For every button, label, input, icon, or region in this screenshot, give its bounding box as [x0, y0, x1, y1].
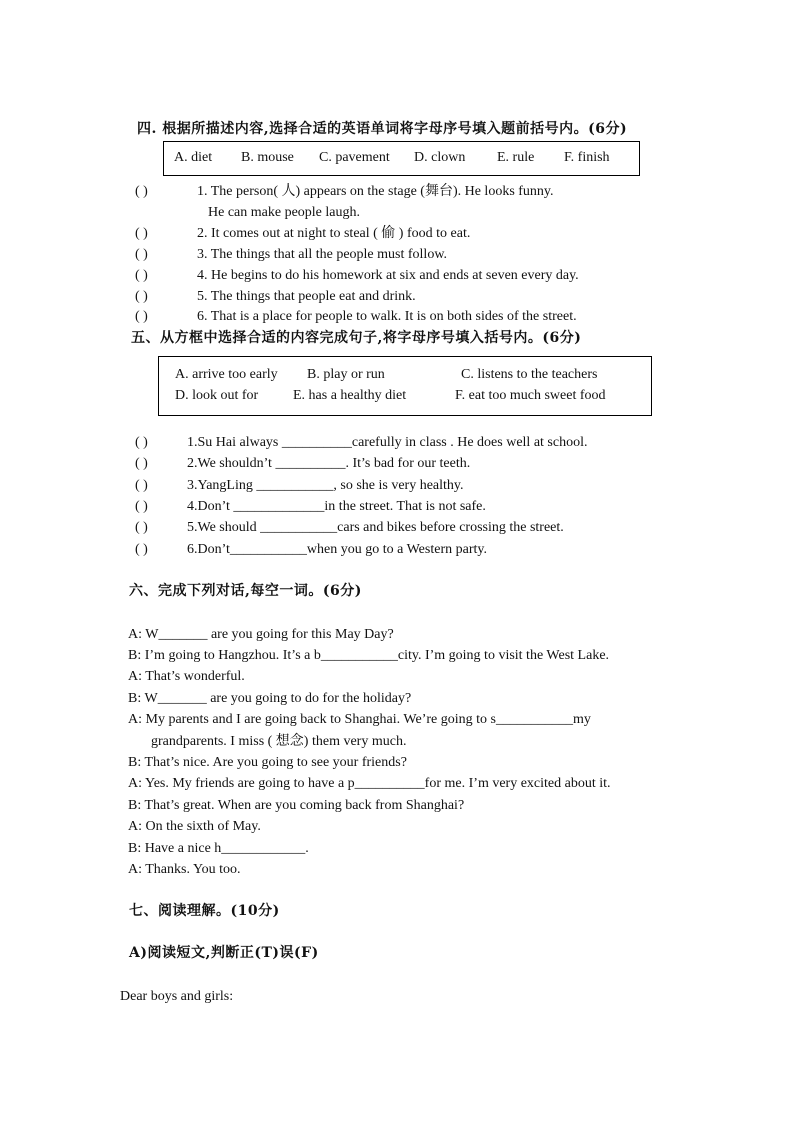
section-4-option-box — [163, 141, 640, 176]
letter-greeting: Dear boys and girls: — [120, 989, 234, 1004]
dialogue-line: A: Thanks. You too. — [128, 862, 241, 877]
dialogue-line: B: W_______ are you going to do for the holiday? — [128, 691, 412, 706]
section-4-heading: 四. 根据所描述内容,选择合适的英语单词将字母序号填入题前括号内。(6分) — [137, 121, 628, 137]
option-e: E. has a healthy diet — [293, 388, 407, 403]
section-6-heading: 六、完成下列对话,每空一词。(6分) — [129, 583, 362, 599]
s4-item-3: ( ) 3. The things that all the people must follow. — [135, 247, 448, 262]
s4-item-1-cont: He can make people laugh. — [208, 205, 360, 220]
option-a: A. diet — [174, 150, 213, 165]
option-c: C. pavement — [319, 150, 390, 165]
option-d: D. look out for — [175, 388, 259, 403]
option-c: C. listens to the teachers — [461, 367, 598, 382]
s4-item-6: ( ) 6. That is a place for people to walk. It is on both sides of the street. — [135, 309, 577, 324]
option-d: D. clown — [414, 150, 466, 165]
dialogue-line: A: Yes. My friends are going to have a p__________for me. I’m very excited about it. — [128, 776, 611, 791]
dialogue-line: A: That’s wonderful. — [128, 669, 245, 684]
s5-item-2: ( ) 2.We shouldn’t __________. It’s bad for our teeth. — [135, 456, 471, 471]
dialogue-line: B: I’m going to Hangzhou. It’s a b___________city. I’m going to visit the West Lake. — [128, 648, 610, 663]
s5-item-4: ( ) 4.Don’t _____________in the street. That is not safe. — [135, 499, 486, 514]
option-a: A. arrive too early — [175, 367, 278, 382]
section-7-subheading: A)阅读短文,判断正(T)误(F) — [129, 945, 319, 961]
dialogue-line-cont: grandparents. I miss ( 想念) them very much. — [151, 734, 407, 749]
s5-item-1: ( ) 1.Su Hai always __________carefully in class . He does well at school. — [135, 435, 588, 450]
dialogue-line: B: Have a nice h____________. — [128, 841, 309, 856]
option-b: B. play or run — [307, 367, 385, 382]
s4-item-4: ( ) 4. He begins to do his homework at six and ends at seven every day. — [135, 268, 579, 283]
option-b: B. mouse — [241, 150, 294, 165]
option-f: F. eat too much sweet food — [455, 388, 606, 403]
option-f: F. finish — [564, 150, 610, 165]
dialogue-line: A: W_______ are you going for this May Day? — [128, 627, 394, 642]
dialogue-line: A: On the sixth of May. — [128, 819, 261, 834]
s4-item-5: ( ) 5. The things that people eat and drink. — [135, 289, 416, 304]
s4-item-1: ( ) 1. The person( 人) appears on the stage (舞台). He looks funny. — [135, 184, 554, 199]
s4-item-2: ( ) 2. It comes out at night to steal ( 偷 ) food to eat. — [135, 226, 471, 241]
s5-item-5: ( ) 5.We should ___________cars and bikes before crossing the street. — [135, 520, 564, 535]
s5-item-3: ( ) 3.YangLing ___________, so she is very healthy. — [135, 478, 464, 493]
section-5-heading: 五、从方框中选择合适的内容完成句子,将字母序号填入括号内。(6分) — [131, 330, 582, 346]
dialogue-line: B: That’s great. When are you coming back from Shanghai? — [128, 798, 465, 813]
section-5-option-box — [158, 356, 652, 416]
option-e: E. rule — [497, 150, 535, 165]
section-7-heading: 七、阅读理解。(10分) — [129, 903, 280, 919]
s5-item-6: ( ) 6.Don’t___________when you go to a Western party. — [135, 542, 487, 557]
dialogue-line: B: That’s nice. Are you going to see your friends? — [128, 755, 407, 770]
dialogue-line: A: My parents and I are going back to Shanghai. We’re going to s___________my — [128, 712, 591, 727]
